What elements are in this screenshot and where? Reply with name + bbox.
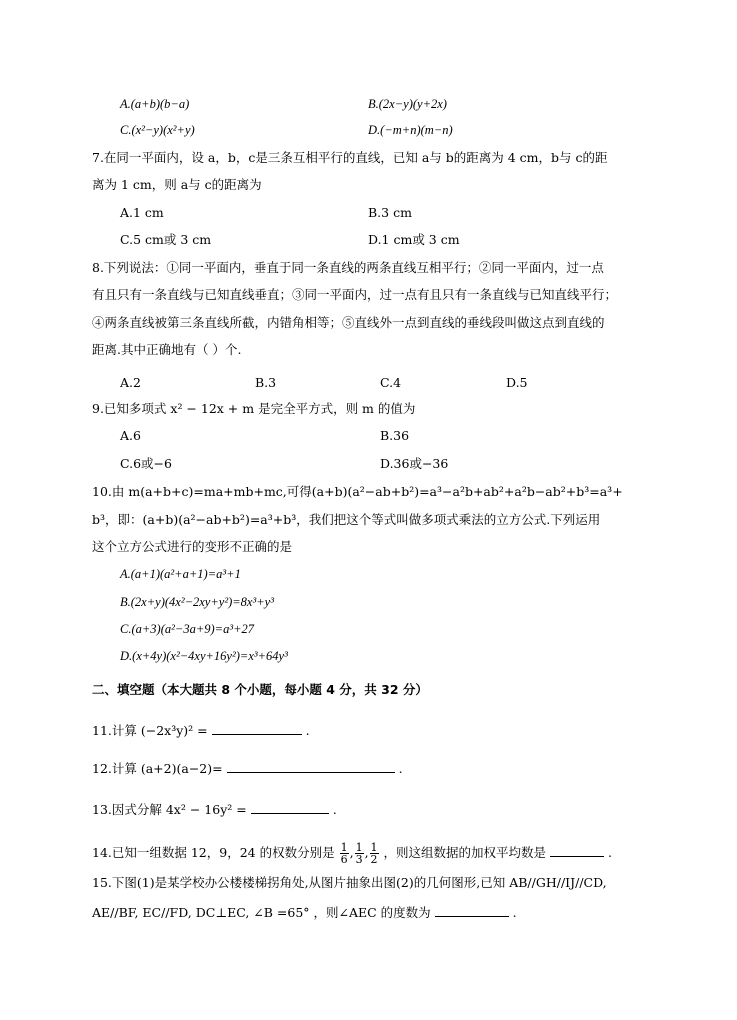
q14-prefix: 14.已知一组数据 12，9，24 的权数分别是	[92, 845, 335, 860]
q14-end: .	[608, 845, 612, 860]
q10-option-b: B.(2x+y)(4x²−2xy+y²)=8x³+y³	[120, 595, 274, 609]
q9-option-d: D.36或−36	[380, 456, 449, 471]
q9-stem: 9.已知多项式 x² − 12x + m 是完全平方式，则 m 的值为	[92, 401, 416, 416]
q8-option-a: A.2	[120, 375, 141, 390]
q6-option-d: D.(−m+n)(m−n)	[368, 123, 453, 137]
q14: 14.已知一组数据 12，9，24 的权数分别是 $\frac{1}{6}$ , $\frac{1}{3}$ , $\frac{1}{2}$ ，则这组数据的加权平均数是 .	[92, 841, 612, 866]
q6-option-a: A.(a+b)(b−a)	[120, 97, 190, 111]
q14-fraction-1: $\frac{1}{6}$	[340, 841, 348, 866]
q13	[92, 799, 337, 820]
q8-stem-line2: 有且只有一条直线与已知直线垂直；③同一平面内，过一点有且只有一条直线与已知直线平行；	[92, 287, 618, 302]
q7-option-b: B.3 cm	[368, 205, 412, 220]
q6-option-c: C.(x²−y)(x²+y)	[120, 123, 195, 137]
q13-text: 13.因式分解 4x² − 16y² =	[92, 802, 247, 817]
q10-option-c: C.(a+3)(a²−3a+9)=a³+27	[120, 622, 255, 636]
section-heading: 二、填空题（本大题共 8 个小题，每小题 4 分，共 32 分）	[92, 682, 428, 697]
q6-option-b: B.(2x−y)(y+2x)	[368, 97, 447, 111]
q15-end: .	[512, 905, 517, 920]
q11-text: 11.计算 (−2x³y)² =	[92, 723, 208, 738]
q7-stem-line2: 离为 1 cm，则 a与 c的距离为	[92, 177, 262, 192]
q14-suffix: ，则这组数据的加权平均数是	[383, 845, 547, 860]
q14-answer-blank[interactable]	[550, 842, 604, 857]
q7-option-d: D.1 cm或 3 cm	[368, 232, 460, 247]
q8-option-b: B.3	[255, 375, 277, 390]
q8-stem-line4: 距离.其中正确地有（ ）个.	[92, 342, 242, 357]
q12-text: 12.计算 (a+2)(a−2)=	[92, 761, 223, 776]
q10-stem-line3: 这个立方公式进行的变形不正确的是	[92, 539, 293, 554]
q8-stem-line1: 8.下列说法：①同一平面内，垂直于同一条直线的两条直线互相平行；②同一平面内，过一点	[92, 260, 604, 275]
q13-answer-blank[interactable]	[251, 799, 329, 814]
q11-answer-blank[interactable]	[212, 720, 302, 735]
q9-option-b: B.36	[380, 428, 410, 443]
q7-stem-line1: 7.在同一平面内，设 a，b，c是三条互相平行的直线，已知 a与 b的距离为 4 cm，b与 c的距	[92, 150, 608, 165]
q14-fraction-2: $\frac{1}{3}$	[355, 841, 363, 866]
q10-option-a: A.(a+1)(a²+a+1)=a³+1	[120, 567, 241, 581]
q8-option-d: D.5	[506, 375, 528, 390]
q10-stem-line1: 10.由 m(a+b+c)=ma+mb+mc,可得(a+b)(a²−ab+b²)=a³−a²b+ab²+a²b−ab²+b³=a³+	[92, 484, 623, 499]
q8-stem-line3: ④两条直线被第三条直线所截，内错角相等；⑤直线外一点到直线的垂线段叫做这点到直线的	[92, 315, 605, 330]
q9-option-c: C.6或−6	[120, 456, 172, 471]
q15-stem-line2	[92, 902, 517, 923]
q11-end: .	[305, 723, 310, 738]
q10-stem-line2: b³，即：(a+b)(a²−ab+b²)=a³+b³，我们把这个等式叫做多项式乘法的立方公式.下列运用	[92, 512, 601, 527]
q13-end: .	[332, 802, 337, 817]
q12-answer-blank[interactable]	[227, 758, 395, 773]
q12-end: .	[398, 761, 403, 776]
q8-option-c: C.4	[380, 375, 402, 390]
q7-option-c: C.5 cm或 3 cm	[120, 232, 212, 247]
q15-answer-blank[interactable]	[435, 902, 509, 917]
q15-text: AE//BF, EC//FD, DC⊥EC, ∠B =65° ，则∠AEC 的度数为	[92, 905, 431, 920]
q15-stem-line1: 15.下图(1)是某学校办公楼楼梯拐角处,从图片抽象出图(2)的几何图形,已知 AB//GH//IJ//CD,	[92, 875, 607, 890]
q7-option-a: A.1 cm	[120, 205, 164, 220]
q9-option-a: A.6	[120, 428, 141, 443]
q10-option-d: D.(x+4y)(x²−4xy+16y²)=x³+64y³	[120, 649, 288, 663]
q11	[92, 720, 310, 741]
q12	[92, 758, 403, 779]
q14-fraction-3: $\frac{1}{2}$	[370, 841, 378, 866]
